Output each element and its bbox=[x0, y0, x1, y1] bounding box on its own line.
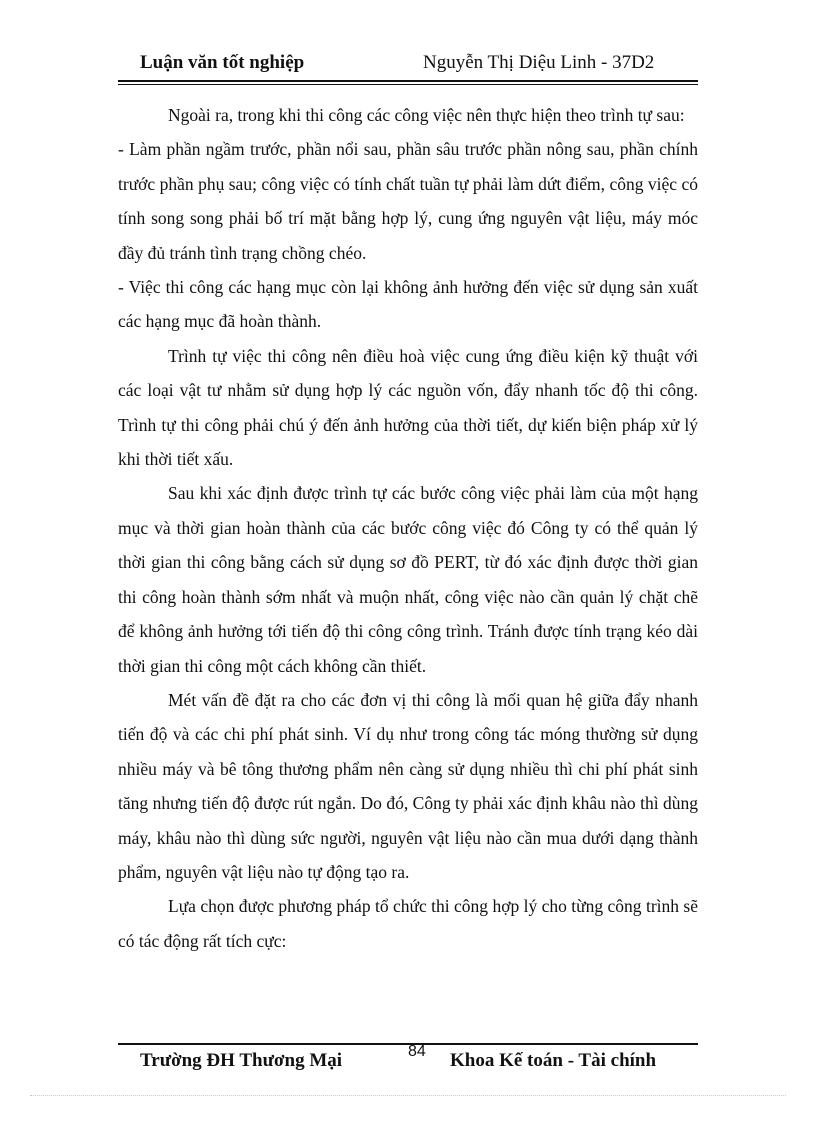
paragraph-intro: Ngoài ra, trong khi thi công các công việc nên thực hiện theo trình tự sau: bbox=[168, 105, 685, 125]
header-author: Nguyễn Thị Diệu Linh - 37D2 bbox=[423, 52, 655, 73]
footer-faculty: Khoa Kế toán - Tài chính bbox=[450, 1050, 657, 1071]
footer-university: Trường ĐH Thương Mại bbox=[140, 1050, 343, 1071]
paragraph-bullet-2: - Việc thi công các hạng mục còn lại không ảnh hưởng đến việc sử dụng sản xuất các hạng mục đã hoàn thành. bbox=[118, 277, 698, 332]
body-text bbox=[118, 98, 698, 958]
header-divider bbox=[118, 80, 698, 82]
header-thesis-title: Luận văn tốt nghiệp bbox=[140, 52, 305, 73]
page-number: 84 bbox=[408, 1043, 426, 1060]
paragraph-pert: Sau khi xác định được trình tự các bước công việc phải làm của một hạng mục và thời gian hoàn thành của các bước công việc đó Công ty có thể quản lý thời gian thi công bằng cách sử dụng sơ đồ PERT, từ đó xác định được thời gian thi công hoàn thành sớm nhất và muộn nhất, công việc nào cần quản lý chặt chẽ để không ảnh hưởng tới tiến độ thi công công trình. Tránh được tính trạng kéo dài thời gian thi công một cách không cần thiết. bbox=[118, 483, 698, 676]
paragraph-sequence: Trình tự việc thi công nên điều hoà việc cung ứng điều kiện kỹ thuật với các loại vật tư nhằm sử dụng hợp lý các nguồn vốn, đẩy nhanh tốc độ thi công. Trình tự thi công phải chú ý đến ảnh hưởng của thời tiết, dự kiến biện pháp xử lý khi thời tiết xấu. bbox=[118, 345, 698, 470]
header-divider-thin bbox=[118, 84, 698, 85]
page-bottom-dotted-divider bbox=[30, 1095, 786, 1096]
paragraph-bullet-1: - Làm phần ngầm trước, phần nổi sau, phần sâu trước phần nông sau, phần chính trước phần phụ sau; công việc có tính chất tuần tự phải làm dứt điểm, công việc có tính song song phải bố trí mặt bằng hợp lý, cung ứng nguyên vật liệu, máy móc đầy đủ tránh tình trạng chồng chéo. bbox=[118, 139, 698, 263]
paragraph-cost: Mét vấn đề đặt ra cho các đơn vị thi công là mối quan hệ giữa đẩy nhanh tiến độ và các chi phí phát sinh. Ví dụ như trong công tác móng thường sử dụng nhiều máy và bê tông thương phẩm nên càng sử dụng nhiều thì chi phí phát sinh tăng nhưng tiến độ được rút ngắn. Do đó, Công ty phải xác định khâu nào thì dùng máy, khâu nào thì dùng sức người, nguyên vật liệu nào cần mua dưới dạng thành phẩm, nguyên vật liệu nào tự động tạo ra. bbox=[118, 689, 698, 882]
page-header bbox=[118, 52, 698, 78]
paragraph-conclusion: Lựa chọn được phương pháp tổ chức thi công hợp lý cho từng công trình sẽ có tác động rất tích cực: bbox=[118, 896, 698, 951]
